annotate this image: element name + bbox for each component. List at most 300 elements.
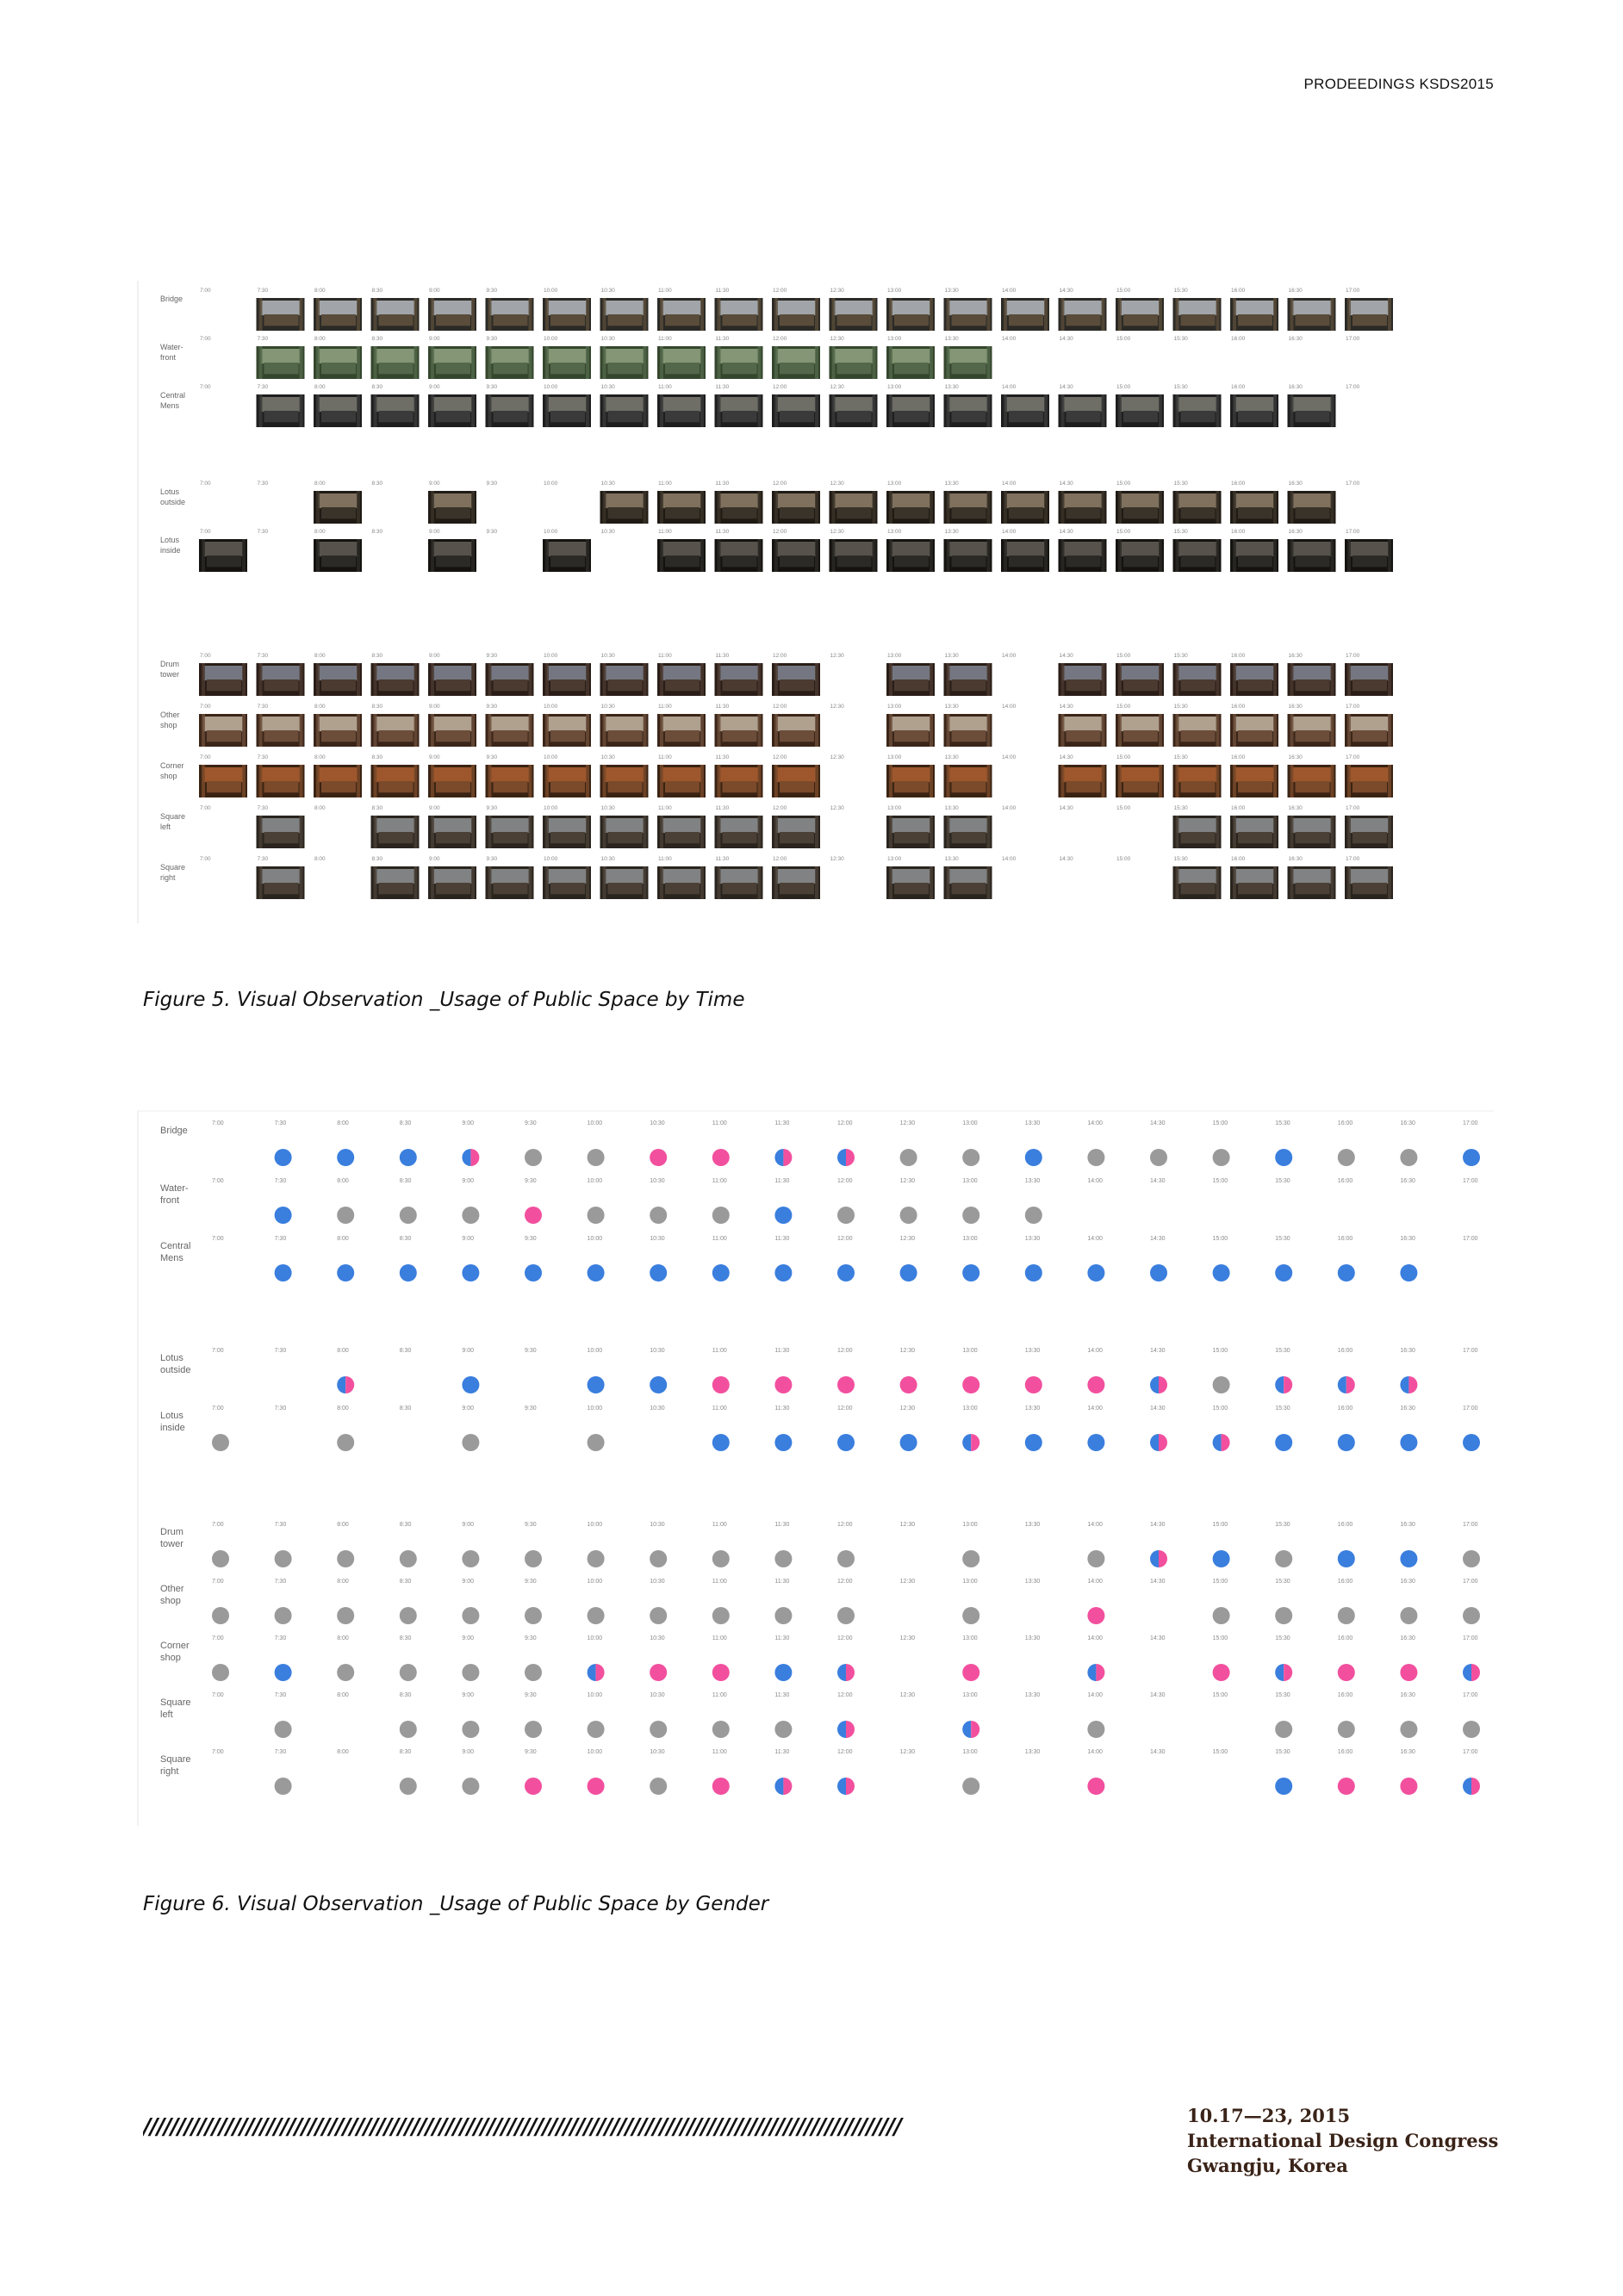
figure6-dot-neutral [1275,1550,1292,1567]
figure6-dot-male [1463,1149,1480,1166]
figure6-time-label: 15:30 [1275,1178,1290,1184]
figure6-dot-mixed [1150,1550,1167,1567]
footer-event: International Design Congress [1187,2130,1499,2151]
figure6-dot-neutral [962,1778,979,1795]
figure6-time-label: 14:30 [1150,1120,1166,1126]
figure6-time-label: 14:00 [1087,1579,1103,1585]
figure6-dot-female [525,1207,542,1224]
figure5-time-label: 13:00 [887,384,902,390]
figure6-dot-neutral [588,1550,605,1567]
figure6-time-label: 12:00 [837,1692,853,1698]
figure5-time-label: 8:30 [371,529,383,535]
figure6-time-label: 9:00 [462,1348,475,1354]
figure5-time-label: 14:30 [1059,704,1073,710]
figure5-time-label: 8:30 [371,754,383,760]
figure6-dot-neutral [525,1149,542,1166]
figure6-time-label: 15:00 [1212,1178,1228,1184]
figure5-time-label: 13:30 [944,481,959,487]
figure5-time-label: 10:30 [600,481,615,487]
figure6-time-label: 8:00 [337,1406,349,1412]
figure6-dot-male [1275,1149,1292,1166]
figure6-time-label: 16:00 [1337,1692,1353,1698]
footer-congress-info [1187,2103,1498,2178]
figure5-time-label: 8:30 [371,805,383,811]
figure6-time-label: 8:00 [337,1348,349,1354]
figure6-time-label: 9:00 [462,1579,475,1585]
figure6-dot-neutral [650,1207,667,1224]
figure6-dot-neutral [1338,1721,1355,1738]
figure6-dot-male [462,1264,479,1281]
figure6-row-label: Other [160,1584,184,1594]
figure5-time-label: 13:30 [944,529,959,535]
figure6-dot-mixed [1463,1778,1480,1795]
figure6-time-label: 10:00 [587,1178,603,1184]
figure5-time-label: 10:30 [600,805,615,811]
figure5-time-label: 11:30 [715,704,730,710]
figure5-row-label: shop [160,772,177,780]
figure5-time-label: 16:30 [1288,856,1303,862]
figure6-dot-neutral [212,1434,229,1451]
figure6-dot-male [588,1264,605,1281]
figure5-time-label: 13:30 [944,384,959,390]
figure5-time-label: 15:00 [1116,481,1131,487]
figure6-dot-mixed [1150,1376,1167,1393]
figure6-time-label: 12:30 [899,1406,916,1412]
figure6-row-label: Square [160,1754,191,1765]
figure6-time-label: 11:00 [712,1348,727,1354]
figure6-time-label: 12:00 [837,1348,853,1354]
figure6-dot-neutral [900,1149,917,1166]
figure5-time-label: 11:00 [658,754,672,760]
figure6-time-label: 16:30 [1400,1579,1415,1585]
figure6-dot-male [962,1264,979,1281]
figure6-time-label: 15:30 [1275,1579,1290,1585]
figure5-time-label: 10:00 [544,481,558,487]
figure5-time-label: 17:00 [1346,653,1360,659]
figure6-time-label: 13:00 [962,1406,978,1412]
figure5-time-label: 16:00 [1231,653,1246,659]
figure5-time-label: 17:00 [1346,856,1360,862]
figure5-time-label: 13:00 [887,336,902,342]
figure6-time-label: 11:30 [774,1348,790,1354]
figure5-time-label: 11:00 [658,856,672,862]
figure6-dot-female [712,1149,730,1166]
figure6-dot-male [650,1376,667,1393]
figure5-time-label: 16:00 [1231,336,1246,342]
figure5-time-label: 16:30 [1288,529,1303,535]
figure5-time-label: 13:00 [887,529,902,535]
figure5-time-label: 14:30 [1059,754,1073,760]
figure6-dot-mixed [588,1664,605,1681]
figure6-time-label: 9:00 [462,1692,475,1698]
figure6-dot-neutral [1400,1607,1417,1624]
figure5-time-label: 11:30 [715,288,730,294]
figure5-time-label: 7:00 [200,336,211,342]
figure5-time-label: 13:00 [887,856,902,862]
figure6-dot-male [1463,1434,1480,1451]
figure6-dot-neutral [1275,1721,1292,1738]
figure6-time-label: 14:30 [1150,1348,1166,1354]
figure5-time-label: 11:00 [658,336,672,342]
figure6-time-label: 16:30 [1400,1178,1415,1184]
figure6-dot-neutral [1087,1721,1104,1738]
figure5-time-label: 7:30 [257,384,269,390]
figure6-time-label: 17:00 [1463,1522,1478,1528]
figure5-time-label: 9:00 [429,481,440,487]
figure6-time-label: 8:30 [399,1579,412,1585]
figure6-time-label: 7:00 [212,1236,224,1242]
figure6-time-label: 16:00 [1337,1178,1353,1184]
figure5-time-label: 15:00 [1116,704,1131,710]
figure6-time-label: 8:30 [399,1236,412,1242]
figure6-dot-neutral [588,1721,605,1738]
figure6-time-label: 10:00 [587,1579,603,1585]
figure5-time-label: 9:00 [429,336,440,342]
figure6-dot-neutral [1400,1721,1417,1738]
figure6-time-label: 14:30 [1150,1692,1166,1698]
figure6-dot-mixed [1213,1434,1230,1451]
figure5-time-label: 15:30 [1173,529,1188,535]
figure5-time-label: 7:00 [200,384,211,390]
figure6-time-label: 17:00 [1463,1406,1478,1412]
figure6-dot-mixed [1463,1664,1480,1681]
figure5-time-label: 14:30 [1059,336,1073,342]
figure6-time-label: 9:00 [462,1120,475,1126]
figure5-time-label: 14:00 [1002,704,1017,710]
figure6-time-label: 13:00 [962,1236,978,1242]
figure5-time-label: 12:00 [773,653,787,659]
figure5-row-label: Water- [160,343,183,351]
figure5-time-label: 12:30 [830,704,844,710]
figure6-time-label: 9:30 [525,1692,537,1698]
figure6-time-label: 10:00 [587,1120,603,1126]
figure6-dot-neutral [400,1664,417,1681]
figure6-dot-neutral [525,1721,542,1738]
figure6-time-label: 17:00 [1463,1348,1478,1354]
figure6-time-label: 16:00 [1337,1120,1353,1126]
figure5-time-label: 12:30 [830,805,844,811]
figure6-time-label: 13:30 [1024,1178,1041,1184]
figure5-time-label: 11:00 [658,653,672,659]
figure5-time-label: 14:30 [1059,653,1073,659]
figure5-time-label: 7:00 [200,481,211,487]
figure6-dot-male [275,1264,292,1281]
figure6-time-label: 15:30 [1275,1635,1290,1641]
figure6-row-label: tower [160,1539,183,1549]
figure6-time-label: 14:30 [1150,1522,1166,1528]
figure6-dot-neutral [1400,1149,1417,1166]
figure6-time-label: 12:30 [899,1120,916,1126]
figure6-dot-female [837,1376,855,1393]
figure6-time-label: 15:00 [1212,1749,1228,1755]
figure6-time-label: 16:30 [1400,1692,1415,1698]
figure5-time-label: 7:00 [200,856,211,862]
figure5-row-label: Square [160,863,186,872]
figure5-time-label: 16:00 [1231,384,1246,390]
figure5-time-label: 16:00 [1231,481,1246,487]
figure6-dot-male [650,1264,667,1281]
figure6-time-label: 8:00 [337,1236,349,1242]
figure6-dot-neutral [1338,1149,1355,1166]
figure6-dot-neutral [525,1664,542,1681]
figure6-dot-male [588,1376,605,1393]
figure6-time-label: 12:00 [837,1522,853,1528]
figure6-time-label: 7:30 [274,1635,287,1641]
figure6-time-label: 11:30 [774,1635,790,1641]
figure6-dot-neutral [712,1550,730,1567]
figure6-time-label: 15:30 [1275,1348,1290,1354]
figure5-time-label: 8:30 [371,384,383,390]
figure6-time-label: 12:00 [837,1120,853,1126]
figure6-dot-neutral [1213,1149,1230,1166]
figure6-time-label: 7:00 [212,1348,224,1354]
figure6-time-label: 10:00 [587,1749,603,1755]
figure6-time-label: 13:00 [962,1635,978,1641]
figure5-caption: Figure 5. Visual Observation _Usage of Public Space by Time [143,989,745,1011]
figure6-dot-female [1087,1607,1104,1624]
figure6-time-label: 11:00 [712,1236,727,1242]
figure5-time-label: 14:30 [1059,529,1073,535]
figure6-time-label: 14:30 [1150,1635,1166,1641]
figure6-dot-neutral [774,1721,792,1738]
figure6-dot-female [712,1664,730,1681]
figure6-time-label: 16:00 [1337,1579,1353,1585]
figure6-dot-male [837,1264,855,1281]
figure5-row-label: left [160,822,171,831]
figure5-time-label: 14:00 [1002,653,1017,659]
figure6-time-label: 12:30 [899,1692,916,1698]
figure6-time-label: 8:30 [399,1692,412,1698]
figure6-dot-mixed [1275,1376,1292,1393]
figure5-time-label: 7:30 [257,653,269,659]
figure6-time-label: 9:00 [462,1522,475,1528]
figure6-dot-neutral [712,1721,730,1738]
figure6-time-label: 15:00 [1212,1406,1228,1412]
figure6-dot-male [1275,1778,1292,1795]
figure6-time-label: 16:00 [1337,1522,1353,1528]
figure6-dot-mixed [1275,1664,1292,1681]
figure6-dot-neutral [1463,1607,1480,1624]
figure6-time-label: 8:00 [337,1522,349,1528]
figure5-time-label: 15:30 [1173,288,1188,294]
figure6-dot-neutral [1087,1550,1104,1567]
figure5-time-label: 13:30 [944,288,959,294]
figure5-time-label: 16:30 [1288,288,1303,294]
figure6-dot-neutral [462,1778,479,1795]
figure6-time-label: 10:00 [587,1348,603,1354]
figure6-time-label: 10:30 [650,1406,665,1412]
figure6-dot-neutral [1463,1550,1480,1567]
figure6-time-label: 8:00 [337,1635,349,1641]
figure6-dot-mixed [774,1778,792,1795]
figure5-time-label: 12:00 [773,529,787,535]
figure5-row-label: Central [160,391,186,400]
figure5-time-label: 7:00 [200,529,211,535]
figure6-dot-neutral [400,1778,417,1795]
figure5-time-label: 15:00 [1116,805,1131,811]
figure6-dot-male [275,1149,292,1166]
figure6-dot-neutral [400,1721,417,1738]
figure5-time-label: 17:00 [1346,805,1360,811]
figure5-row-label: shop [160,721,177,729]
figure5-time-label: 13:30 [944,336,959,342]
figure5-time-label: 12:00 [773,704,787,710]
figure5-row-label: right [160,873,176,882]
figure6-time-label: 12:00 [837,1635,853,1641]
figure6-time-label: 15:30 [1275,1749,1290,1755]
figure6-dot-male [1087,1264,1104,1281]
figure5-time-label: 17:00 [1346,384,1360,390]
figure5-time-label: 12:00 [773,384,787,390]
figure6-time-label: 15:00 [1212,1522,1228,1528]
figure5-time-label: 14:00 [1002,754,1017,760]
figure6-time-label: 10:00 [587,1236,603,1242]
figure6-row-label: Bridge [160,1126,188,1136]
figure5-time-label: 7:30 [257,805,269,811]
figure6-row-label: Lotus [160,1353,183,1363]
figure5-time-label: 9:00 [429,384,440,390]
figure6-dot-neutral [712,1607,730,1624]
figure6-time-label: 9:00 [462,1236,475,1242]
figure6-time-label: 14:30 [1150,1579,1166,1585]
figure6-time-label: 7:30 [274,1178,287,1184]
figure6-dot-neutral [275,1778,292,1795]
figure6-dot-neutral [337,1207,354,1224]
figure6-time-label: 13:00 [962,1522,978,1528]
figure6-row-label: shop [160,1596,181,1606]
figure6-dot-neutral [1463,1721,1480,1738]
figure6-time-label: 9:30 [525,1348,537,1354]
figure6-dot-mixed [837,1664,855,1681]
figure6-time-label: 8:30 [399,1348,412,1354]
figure6-time-label: 9:30 [525,1178,537,1184]
figure5-time-label: 16:30 [1288,653,1303,659]
figure6-dot-mixed [337,1376,354,1393]
figure6-dot-neutral [337,1664,354,1681]
figure5-row-label: tower [160,670,180,679]
figure6-time-label: 14:00 [1087,1522,1103,1528]
figure6-time-label: 14:00 [1087,1178,1103,1184]
figure5-time-label: 17:00 [1346,288,1360,294]
figure6-dot-mixed [1150,1434,1167,1451]
figure6-time-label: 7:00 [212,1178,224,1184]
figure5-time-label: 11:00 [658,805,672,811]
figure6-row-label: Lotus [160,1411,183,1421]
figure6-time-label: 11:00 [712,1406,727,1412]
figure5-time-label: 16:00 [1231,754,1246,760]
figure5-time-label: 7:30 [257,336,269,342]
figure6-time-label: 12:30 [899,1749,916,1755]
figure6-time-label: 12:00 [837,1178,853,1184]
figure6-dot-neutral [1213,1376,1230,1393]
figure5-time-label: 10:30 [600,856,615,862]
figure5-time-label: 16:30 [1288,481,1303,487]
figure6-time-label: 17:00 [1463,1120,1478,1126]
figure6-time-label: 7:30 [274,1522,287,1528]
figure6-dot-male [1400,1264,1417,1281]
figure5-time-label: 14:30 [1059,288,1073,294]
figure6-time-label: 7:00 [212,1120,224,1126]
figure6-time-label: 11:30 [774,1692,790,1698]
figure5-time-label: 12:30 [830,336,844,342]
figure6-dot-female [712,1376,730,1393]
figure6-time-label: 15:30 [1275,1406,1290,1412]
figure6-dot-neutral [275,1550,292,1567]
figure6-time-label: 17:00 [1463,1579,1478,1585]
figure6-time-label: 13:30 [1024,1579,1041,1585]
figure5-time-label: 9:30 [486,856,498,862]
figure6-dot-female [900,1376,917,1393]
figure6-time-label: 11:30 [774,1522,790,1528]
figure5-time-label: 7:00 [200,704,211,710]
figure6-dot-neutral [337,1607,354,1624]
figure6-time-label: 8:30 [399,1749,412,1755]
figure5-time-label: 9:30 [486,529,498,535]
figure5-time-label: 10:00 [544,856,558,862]
figure6-dot-mixed [962,1434,979,1451]
figure6-time-label: 11:30 [774,1178,790,1184]
figure5-time-label: 9:00 [429,754,440,760]
figure6-dot-neutral [712,1207,730,1224]
figure5-time-label: 14:00 [1002,384,1017,390]
figure6-time-label: 12:00 [837,1579,853,1585]
figure5-row-label: inside [160,546,181,555]
figure6-time-label: 14:30 [1150,1406,1166,1412]
figure6-time-label: 9:30 [525,1120,537,1126]
figure5-time-label: 12:00 [773,336,787,342]
figure6-dot-neutral [837,1550,855,1567]
figure6-dot-male [1213,1264,1230,1281]
figure5-time-label: 16:30 [1288,704,1303,710]
figure6-dot-neutral [1275,1607,1292,1624]
figure6-row-label: left [160,1710,173,1720]
figure6-dot-male [400,1149,417,1166]
figure5-row-label: Other [160,711,180,719]
figure6-time-label: 11:00 [712,1522,727,1528]
figure6-dot-neutral [462,1550,479,1567]
figure5-time-label: 15:00 [1116,653,1131,659]
figure6-dot-male [1338,1434,1355,1451]
figure5-time-label: 8:30 [371,653,383,659]
figure5-time-label: 10:00 [544,288,558,294]
figure5-time-label: 15:00 [1116,288,1131,294]
figure6-dot-neutral [462,1207,479,1224]
figure6-time-label: 10:30 [650,1692,665,1698]
figure6-time-label: 13:30 [1024,1120,1041,1126]
figure6-time-label: 14:00 [1087,1120,1103,1126]
figure5-time-label: 12:00 [773,856,787,862]
figure6-dot-male [1213,1550,1230,1567]
figure6-time-label: 10:00 [587,1692,603,1698]
figure6-dot-mixed [962,1721,979,1738]
figure6-time-label: 10:30 [650,1236,665,1242]
figure6-dot-neutral [900,1207,917,1224]
figure6-time-label: 13:00 [962,1348,978,1354]
figure5-time-label: 14:30 [1059,805,1073,811]
figure5-time-label: 9:30 [486,754,498,760]
figure5-time-label: 8:30 [371,288,383,294]
figure6-dot-female [525,1778,542,1795]
figure6-dot-female [588,1778,605,1795]
figure6-time-label: 12:30 [899,1522,916,1528]
figure6-dot-female [1087,1778,1104,1795]
figure6-dot-neutral [588,1607,605,1624]
figure6-time-label: 11:30 [774,1749,790,1755]
figure5-time-label: 8:00 [314,805,326,811]
figure6-row-label: Water- [160,1183,189,1194]
figure6-dot-neutral [462,1664,479,1681]
figure6-time-label: 16:00 [1337,1406,1353,1412]
